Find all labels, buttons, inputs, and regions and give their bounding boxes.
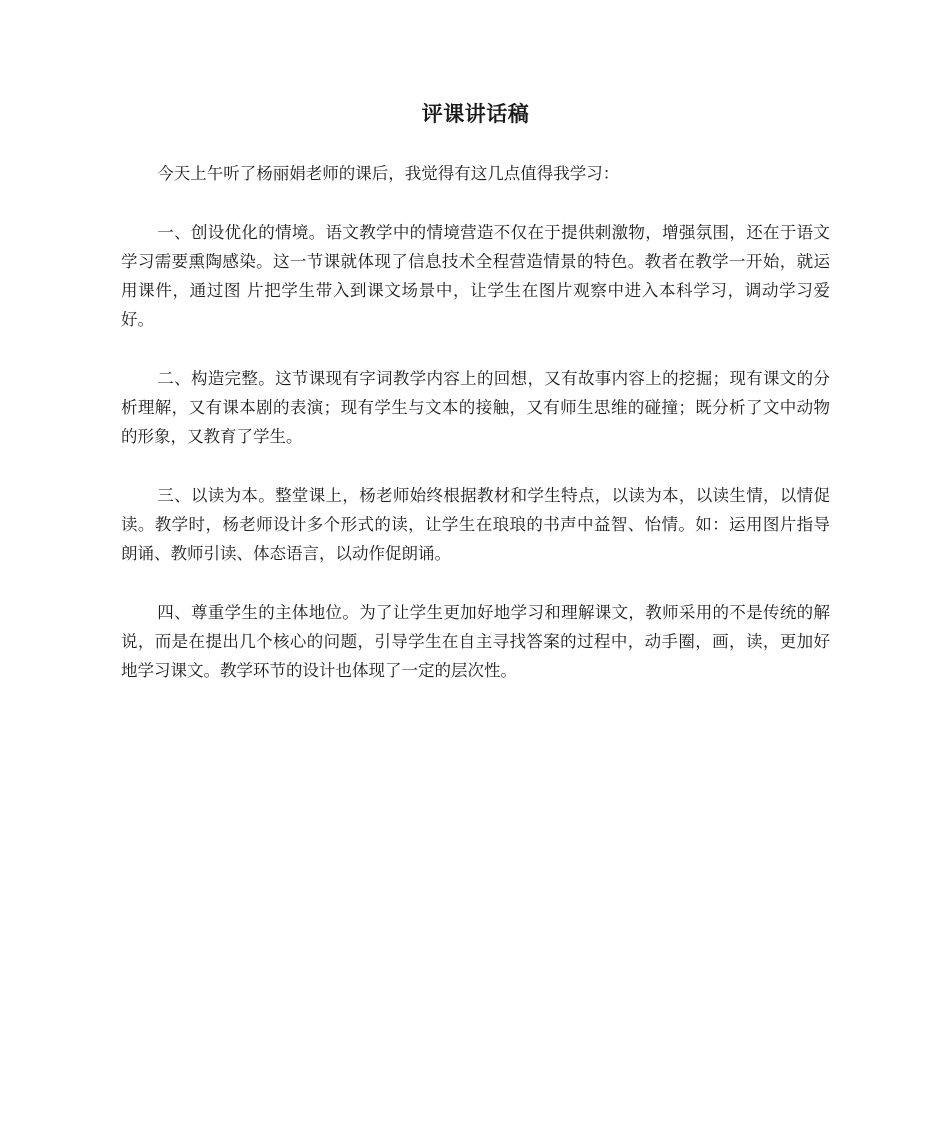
document-title: 评课讲话稿 — [421, 102, 530, 126]
point-four-paragraph: 四、尊重学生的主体地位。为了让学生更加好地学习和理解课文，教师采用的不是传统的解说，而是在提出几个核心的问题，引导学生在自主寻找答案的过程中，动手圈，画，读，更加好地学习课文。教学环节的设计也体现了一定的层次性。 — [121, 603, 830, 680]
intro-paragraph: 今天上午听了杨丽娟老师的课后，我觉得有这几点值得我学习： — [157, 164, 620, 183]
point-one-paragraph: 一、创设优化的情境。语文教学中的情境营造不仅在于提供刺激物，增强氛围，还在于语文学习需要熏陶感染。这一节课就体现了信息技术全程营造情景的特色。教者在教学一开始，就运用课件，通过图 片把学生带入到课文场景中，让学生在图片观察中进入本科学习，调动学习爱好。 — [121, 223, 830, 329]
point-three-paragraph: 三、以读为本。整堂课上，杨老师始终根据教材和学生特点，以读为本，以读生情，以情促读。教学时，杨老师设计多个形式的读，让学生在琅琅的书声中益智、怡情。如：运用图片指导朗诵、教师引读、体态语言，以动作促朗诵。 — [121, 486, 830, 563]
point-two-paragraph: 二、构造完整。这节课现有字词教学内容上的回想，又有故事内容上的挖掘；现有课文的分析理解，又有课本剧的表演；现有学生与文本的接触，又有师生思维的碰撞；既分析了文中动物的形象，又教育了学生。 — [121, 369, 830, 446]
